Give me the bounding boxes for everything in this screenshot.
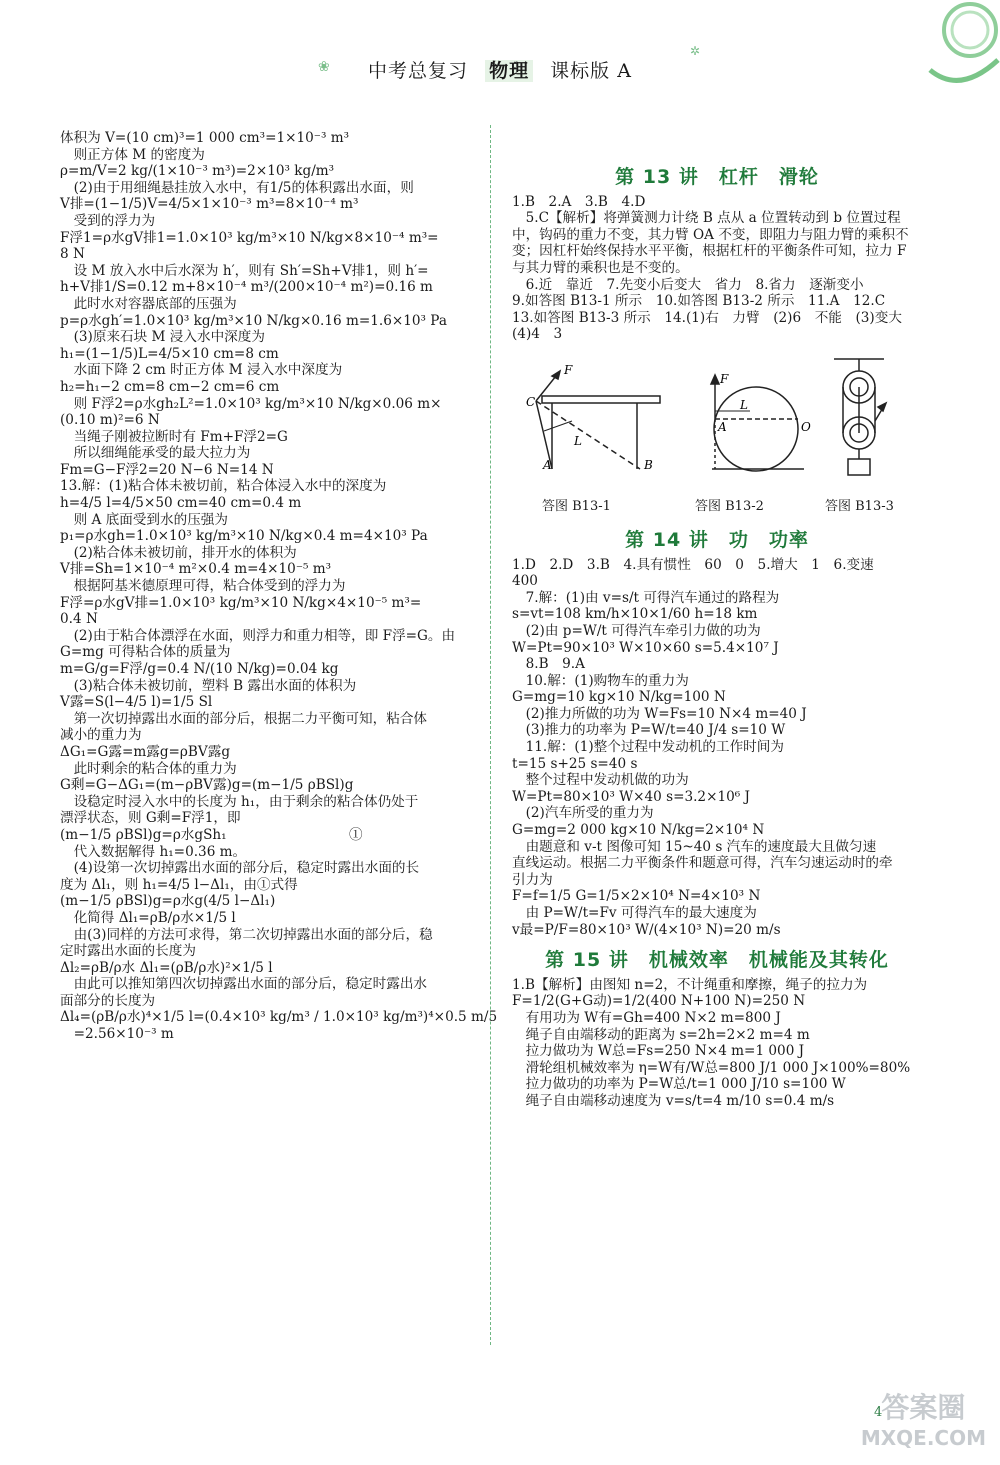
- section-13-line: 5.C【解析】将弹簧测力计绕 B 点从 a 位置转动到 b 位置过程: [512, 210, 901, 227]
- left-column-line: (4)设第一次切掉露出水面的部分后，稳定时露出水面的长: [60, 860, 420, 877]
- left-column-line: G剩=G−ΔG₁=(m−ρBV露)g=(m−1/5 ρBSl)g: [60, 777, 354, 794]
- section-14-line: G=mg=2 000 kg×10 N/kg=2×10⁴ N: [512, 822, 765, 839]
- section-14-line: 引力为: [512, 871, 553, 888]
- section-14-line: t=15 s+25 s=40 s: [512, 755, 638, 772]
- section-15-line: F=1/2(G+G动)=1/2(400 N+100 N)=250 N: [512, 993, 806, 1010]
- section-13-line: 与其力臂的乘积也是不变的。: [512, 259, 689, 276]
- left-column-line: 由(3)同样的方法可求得，第二次切掉露出水面的部分后，稳: [60, 926, 433, 943]
- left-column-line: F浮1=ρ水gV排1=1.0×10³ kg/m³×10 N/kg×8×10⁻⁴ m³=: [60, 229, 439, 246]
- left-column-line: (2)由于用细绳悬挂放入水中，有1/5的体积露出水面，则: [60, 179, 414, 196]
- section-13-line: 6.近 靠近 7.先变小后变大 省力 8.省力 逐渐变小: [512, 276, 864, 293]
- section-14-line: 10.解：(1)购物车的重力为: [512, 672, 689, 689]
- left-column-line: (2)由于粘合体漂浮在水面，则浮力和重力相等，即 F浮=G。由: [60, 627, 456, 644]
- left-column-line: 设 M 放入水中后水深为 h′，则有 Sh′=Sh+V排1，则 h′=: [60, 262, 429, 279]
- section-15-line: 拉力做功为 W总=Fs=250 N×4 m=1 000 J: [512, 1043, 805, 1060]
- section-14-line: (2)由 p=W/t 可得汽车牵引力做的功为: [512, 622, 761, 639]
- section-14-line: W=Pt=80×10³ W×40 s=3.2×10⁶ J: [512, 788, 750, 805]
- left-column-line: 则 A 底面受到水的压强为: [60, 511, 228, 528]
- left-column-line: 此时剩余的粘合体的重力为: [60, 760, 237, 777]
- section-14-line: v最=P/F=80×10³ W/(4×10³ N)=20 m/s: [512, 921, 781, 938]
- section-14-line: W=Pt=90×10³ W×10×60 s=5.4×10⁷ J: [512, 639, 779, 656]
- header-edition: 课标版 A: [550, 60, 632, 82]
- section-15-line: 1.B【解析】由图知 n=2，不计绳重和摩擦，绳子的拉力为: [512, 976, 868, 993]
- caption-b13-1: 答图 B13-1: [542, 498, 611, 514]
- figure-diagrams: [512, 351, 922, 496]
- section-13-line: 变；因杠杆始终保持水平平衡，根据杠杆的平衡条件可知，拉力 F: [512, 243, 907, 260]
- left-column-line: 漂浮状态，则 G剩=F浮1，即: [60, 810, 241, 827]
- section-15-body: [512, 977, 922, 1110]
- left-column: [60, 130, 498, 1043]
- section-14-line: 由 P=W/t=Fv 可得汽车的最大速度为: [512, 905, 757, 921]
- label-a-1: A: [543, 457, 552, 472]
- label-f-2: F: [720, 371, 729, 386]
- section-14-line: (3)推力的功率为 P=W/t=40 J/4 s=10 W: [512, 722, 786, 739]
- left-column-line: 设稳定时浸入水中的长度为 h₁，由于剩余的粘合体仍处于: [60, 793, 419, 810]
- left-column-line: 根据阿基米德原理可得，粘合体受到的浮力为: [60, 578, 346, 595]
- left-column-line: (2)粘合体未被切前，排开水的体积为: [60, 544, 297, 561]
- section-13-line: (4)4 3: [512, 326, 563, 343]
- section-13-line: 9.如答图 B13-1 所示 10.如答图 B13-2 所示 11.A 12.C: [512, 293, 886, 310]
- label-b: B: [644, 457, 653, 472]
- section-13-line: 1.B 2.A 3.B 4.D: [512, 193, 646, 210]
- left-column-line: (m−1/5 ρBSl)g=ρ水gSh₁ ①: [60, 826, 363, 843]
- section-15-line: 绳子自由端移动速度为 v=s/t=4 m/10 s=0.4 m/s: [512, 1092, 835, 1109]
- left-column-line: V排=(1−1/5)V=4/5×1×10⁻³ m³=8×10⁻⁴ m³: [60, 196, 359, 213]
- watermark-line-2: MXQE.COM: [860, 1426, 986, 1450]
- left-column-line: 度为 Δl₁，则 h₁=4/5 l−Δl₁，由①式得: [60, 876, 298, 893]
- label-c: C: [526, 394, 536, 409]
- left-column-line: 则 F浮2=ρ水gh₂L²=1.0×10³ kg/m³×10 N/kg×0.06 m×: [60, 395, 442, 412]
- left-column-line: 受到的浮力为: [60, 212, 156, 229]
- left-column-line: 由此可以推知第四次切掉露出水面的部分后，稳定时露出水: [60, 976, 428, 993]
- left-column-line: (3)原来石块 M 浸入水中深度为: [60, 329, 265, 346]
- section-14-line: (2)汽车所受的重力为: [512, 805, 654, 822]
- section-14-line: G=mg=10 kg×10 N/kg=100 N: [512, 689, 726, 706]
- page-number: 4: [874, 1405, 883, 1420]
- left-column-line: p₁=ρ水gh=1.0×10³ kg/m³×10 N/kg×0.4 m=4×10³ Pa: [60, 528, 428, 545]
- watermark: [861, 1393, 986, 1453]
- left-column-line: h=4/5 l=4/5×50 cm=40 cm=0.4 m: [60, 495, 302, 512]
- column-divider: [490, 125, 491, 1345]
- left-column-line: (0.10 m)²=6 N: [60, 412, 160, 429]
- left-column-line: G=mg 可得粘合体的质量为: [60, 644, 231, 661]
- left-column-line: (3)粘合体未被切前，塑料 B 露出水面的体积为: [60, 677, 357, 694]
- left-column-line: Δl₂=ρB/ρ水 Δl₁=(ρB/ρ水)²×1/5 l: [60, 959, 273, 976]
- header-ornament-left: ❀: [318, 59, 330, 75]
- left-column-line: 定时露出水面的长度为: [60, 943, 196, 960]
- section-13-line: 中，钩码的重力不变，其力臂 OA 不变，即阻力与阻力臂的乘积不: [512, 226, 909, 243]
- right-column: [512, 163, 922, 1110]
- left-column-line: 化简得 Δl₁=ρB/ρ水×1/5 l: [60, 909, 236, 926]
- left-column-line: V排=Sh=1×10⁻⁴ m²×0.4 m=4×10⁻⁵ m³: [60, 561, 332, 578]
- answer-figures: [512, 351, 922, 526]
- header-ornament-right: ✲: [690, 44, 701, 58]
- left-column-line: Δl₄=(ρB/ρ水)⁴×1/5 l=(0.4×10³ kg/m³ / 1.0×10³ kg/m³)⁴×0.5 m/5: [60, 1009, 498, 1026]
- section-15-line: 滑轮组机械效率为 η=W有/W总=800 J/1 000 J×100%=80%: [512, 1059, 911, 1076]
- left-column-line: 则正方体 M 的密度为: [60, 146, 205, 163]
- left-column-line: 13.解：(1)粘合体未被切前，粘合体浸入水中的深度为: [60, 478, 387, 495]
- left-column-line: h₁=(1−1/5)L=4/5×10 cm=8 cm: [60, 345, 279, 362]
- section-14-line: 11.解：(1)整个过程中发动机的工作时间为: [512, 739, 784, 756]
- left-column-line: 代入数据解得 h₁=0.36 m。: [60, 843, 247, 860]
- section-15-line: 有用功为 W有=Gh=400 N×2 m=800 J: [512, 1009, 781, 1026]
- section-14-line: 1.D 2.D 3.B 4.具有惯性 60 0 5.增大 1 6.变速: [512, 556, 874, 573]
- figure-b13-1: [536, 371, 660, 469]
- caption-b13-2: 答图 B13-2: [695, 498, 764, 514]
- left-column-line: 当绳子刚被拉断时有 Fm+F浮2=G: [60, 428, 288, 445]
- section-14-body: [512, 557, 922, 939]
- section-15-line: 拉力做功的功率为 P=W总/t=1 000 J/10 s=100 W: [512, 1076, 846, 1093]
- left-column-line: (m−1/5 ρBSl)g=ρ水g(4/5 l−Δl₁): [60, 893, 276, 910]
- left-column-line: V露=S(l−4/5 l)=1/5 Sl: [60, 694, 213, 711]
- section-15-title: 第 15 讲 机械效率 机械能及其转化: [545, 949, 889, 972]
- section-13-title: 第 13 讲 杠杆 滑轮: [615, 166, 819, 188]
- label-a-2: A: [718, 419, 727, 434]
- section-14-line: 由题意和 v-t 图像可知 15~40 s 汽车的速度最大且做匀速: [512, 838, 877, 855]
- label-f-1: F: [564, 362, 573, 377]
- section-13-body: [512, 194, 922, 343]
- page-header: [0, 56, 1000, 83]
- section-14-line: 整个过程中发动机做的功为: [512, 772, 689, 789]
- section-15-line: 绳子自由端移动的距离为 s=2h=2×2 m=4 m: [512, 1026, 810, 1043]
- label-o: O: [801, 419, 811, 434]
- left-column-line: =2.56×10⁻³ m: [60, 1026, 174, 1043]
- left-column-line: m=G/g=F浮/g=0.4 N/(10 N/kg)=0.04 kg: [60, 661, 339, 677]
- left-column-line: 水面下降 2 cm 时正方体 M 浸入水中深度为: [60, 362, 343, 379]
- left-column-line: h₂=h₁−2 cm=8 cm−2 cm=6 cm: [60, 378, 280, 395]
- section-14-line: 8.B 9.A: [512, 656, 585, 673]
- left-column-line: h+V排1/S=0.12 m+8×10⁻⁴ m³/(200×10⁻⁴ m²)=0.16 m: [60, 279, 433, 296]
- watermark-line-1: 答案圈: [881, 1391, 966, 1424]
- figure-b13-3: [834, 359, 886, 475]
- header-series: 中考总复习: [368, 60, 469, 82]
- left-column-line: 所以细绳能承受的最大拉力为: [60, 445, 251, 462]
- left-column-line: ρ=m/V=2 kg/(1×10⁻³ m³)=2×10³ kg/m³: [60, 163, 335, 180]
- section-14-line: F=f=1/5 G=1/5×2×10⁴ N=4×10³ N: [512, 888, 761, 905]
- section-13-line: 13.如答图 B13-3 所示 14.(1)右 力臂 (2)6 不能 (3)变大: [512, 309, 902, 326]
- left-column-line: p=ρ水gh′=1.0×10³ kg/m³×10 N/kg×0.16 m=1.6×10³ Pa: [60, 312, 447, 329]
- left-column-line: 0.4 N: [60, 611, 98, 628]
- left-column-line: 此时水对容器底部的压强为: [60, 295, 237, 312]
- left-column-line: 减小的重力为: [60, 727, 142, 744]
- left-column-line: Fm=G−F浮2=20 N−6 N=14 N: [60, 461, 274, 478]
- section-14-line: 400: [512, 573, 538, 590]
- left-column-line: 第一次切掉露出水面的部分后，根据二力平衡可知，粘合体: [60, 710, 428, 727]
- left-column-line: F浮=ρ水gV排=1.0×10³ kg/m³×10 N/kg×4×10⁻⁵ m³=: [60, 594, 422, 611]
- label-l-1: L: [574, 433, 582, 448]
- section-14-line: (2)推力所做的功为 W=Fs=10 N×4 m=40 J: [512, 705, 807, 722]
- section-14-line: s=vt=108 km/h×10×1/60 h=18 km: [512, 606, 758, 623]
- label-l-2: L: [740, 397, 748, 412]
- section-14-title: 第 14 讲 功 功率: [625, 528, 809, 551]
- left-column-line: ΔG₁=G露=m露g=ρBV露g: [60, 743, 231, 760]
- left-column-line: 8 N: [60, 246, 85, 263]
- header-subject: 物理: [485, 60, 533, 82]
- left-column-line: 体积为 V=(10 cm)³=1 000 cm³=1×10⁻³ m³: [60, 130, 350, 146]
- left-column-line: 面部分的长度为: [60, 992, 156, 1009]
- section-14-line: 7.解：(1)由 v=s/t 可得汽车通过的路程为: [512, 589, 780, 606]
- caption-b13-3: 答图 B13-3: [825, 498, 894, 514]
- section-14-line: 直线运动。根据二力平衡条件和题意可得，汽车匀速运动时的牵: [512, 855, 893, 872]
